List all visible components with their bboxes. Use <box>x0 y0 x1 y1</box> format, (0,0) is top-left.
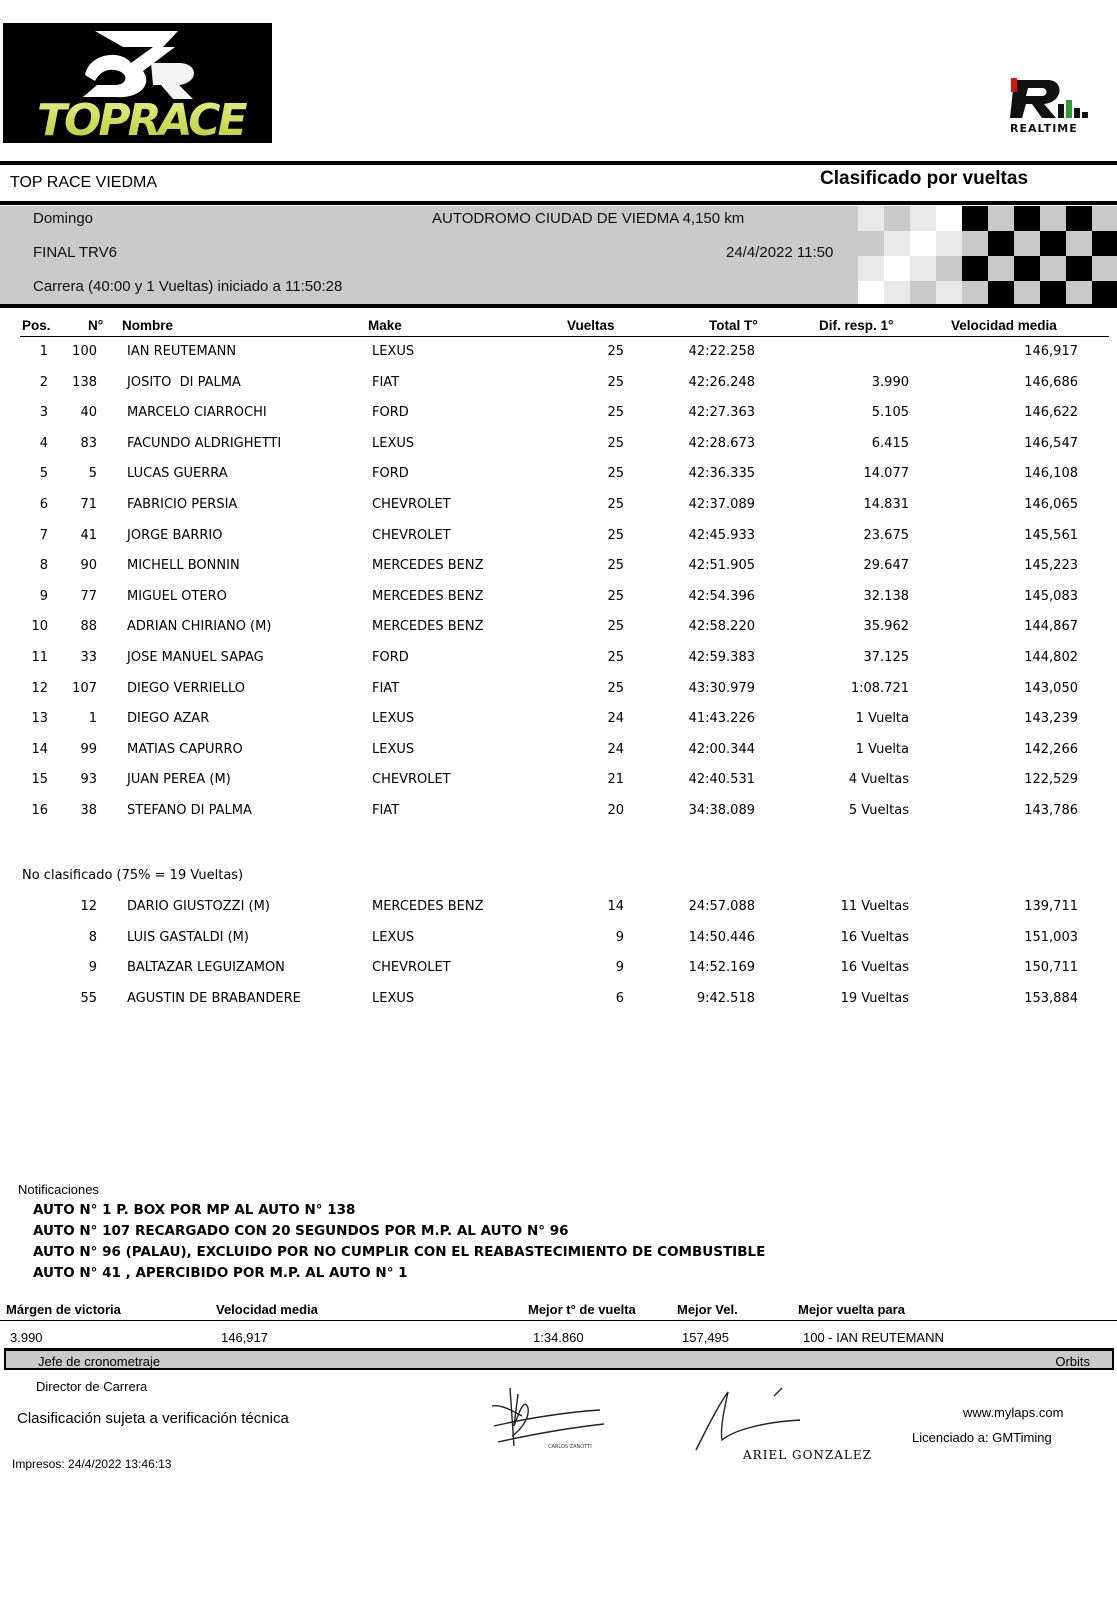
cell-num: 99 <box>80 741 97 757</box>
svg-text:CARLOS ZANOTTI: CARLOS ZANOTTI <box>548 1444 592 1450</box>
cell-total: 43:30.979 <box>688 680 755 696</box>
summary-best-lap-for-value: 100 - IAN REUTEMANN <box>803 1330 944 1345</box>
cell-name: ADRIAN CHIRIANO (M) <box>127 619 272 635</box>
cell-name: DIEGO VERRIELLO <box>127 680 245 696</box>
cell-make: LEXUS <box>372 344 415 359</box>
checker-square <box>910 256 936 281</box>
cell-name: MARCELO CIARROCHI <box>127 405 267 421</box>
table-row <box>0 436 1117 456</box>
cell-pos: 6 <box>39 497 48 512</box>
cell-diff: 29.647 <box>863 558 909 574</box>
cell-laps: 9 <box>615 929 624 945</box>
checker-square <box>988 231 1014 256</box>
checker-square <box>1014 206 1040 231</box>
realtime-logo <box>1008 76 1094 136</box>
cell-pos: 5 <box>39 466 48 482</box>
cell-num: 12 <box>80 899 97 914</box>
cell-make: MERCEDES BENZ <box>372 588 484 604</box>
verification-note: Clasificación sujeta a verificación técnica <box>17 1410 289 1427</box>
notification-item: AUTO N° 1 P. BOX POR MP AL AUTO N° 138 <box>33 1202 356 1218</box>
cell-name: STEFANO DI PALMA <box>127 803 252 818</box>
cell-total: 41:43.226 <box>688 711 755 727</box>
summary-speed-value: 146,917 <box>221 1330 268 1345</box>
cell-make: LEXUS <box>372 711 415 727</box>
cell-diff: 11 Vueltas <box>840 899 909 914</box>
session-datetime: 24/4/2022 11:50 <box>726 244 834 261</box>
cell-laps: 24 <box>607 711 624 727</box>
cell-speed: 145,223 <box>1024 558 1078 574</box>
cell-laps: 25 <box>607 497 624 512</box>
table-header-rule <box>20 336 1109 337</box>
cell-speed: 146,622 <box>1024 405 1078 421</box>
svg-text:TOPRACE: TOPRACE <box>37 95 245 143</box>
cell-speed: 145,083 <box>1024 588 1078 604</box>
checker-square <box>884 281 910 304</box>
cell-num: 9 <box>88 960 97 976</box>
cell-pos: 10 <box>31 619 48 635</box>
cell-make: LEXUS <box>372 990 415 1006</box>
report-title: Clasificado por vueltas <box>820 168 1029 189</box>
cell-make: CHEVROLET <box>372 772 451 788</box>
table-row <box>0 344 1117 364</box>
cell-pos: 11 <box>31 650 48 665</box>
timing-chief-label: Jefe de cronometraje <box>38 1354 161 1369</box>
cell-speed: 153,884 <box>1024 990 1078 1006</box>
cell-pos: 3 <box>39 405 48 421</box>
cell-num: 138 <box>72 374 97 390</box>
cell-num: 40 <box>80 405 97 421</box>
cell-num: 8 <box>88 929 97 945</box>
realtime-logo-icon <box>1008 76 1094 136</box>
cell-diff: 32.138 <box>863 588 909 604</box>
cell-total: 42:28.673 <box>688 435 755 451</box>
table-row <box>0 497 1117 517</box>
col-laps: Vueltas <box>567 318 615 333</box>
cell-num: 71 <box>80 497 97 512</box>
cell-laps: 25 <box>607 588 624 604</box>
cell-diff: 23.675 <box>863 527 909 543</box>
cell-make: LEXUS <box>372 741 415 757</box>
session-day: Domingo <box>33 210 94 227</box>
col-name: Nombre <box>122 318 174 333</box>
cell-name: FABRICIO PERSIA <box>127 497 238 512</box>
not-classified-label: No clasificado (75% = 19 Vueltas) <box>22 868 244 883</box>
cell-speed: 122,529 <box>1024 772 1078 788</box>
table-row <box>0 405 1117 425</box>
top-race-logo <box>3 23 272 143</box>
signature-name: ARIEL GONZALEZ <box>743 1448 872 1462</box>
cell-num: 33 <box>80 650 97 665</box>
cell-num: 107 <box>72 680 97 696</box>
checker-square <box>910 206 936 231</box>
cell-speed: 146,686 <box>1024 374 1078 390</box>
cell-diff: 6.415 <box>871 435 909 451</box>
header-rule-top <box>0 161 1117 165</box>
cell-make: MERCEDES BENZ <box>372 619 484 635</box>
cell-total: 42:54.396 <box>688 588 755 604</box>
cell-speed: 146,917 <box>1024 344 1078 359</box>
checker-square <box>858 206 884 231</box>
notification-item: AUTO N° 96 (PALAU), EXCLUIDO POR NO CUMPLIR CON EL REABASTECIMIENTO DE COMBUSTIBLE <box>33 1244 766 1260</box>
cell-diff: 35.962 <box>863 619 909 635</box>
cell-num: 55 <box>80 990 97 1006</box>
cell-make: CHEVROLET <box>372 527 451 543</box>
cell-make: FIAT <box>372 680 400 696</box>
cell-speed: 146,547 <box>1024 435 1078 451</box>
summary-margin-value: 3.990 <box>10 1330 43 1345</box>
notification-item: AUTO N° 107 RECARGADO CON 20 SEGUNDOS POR M.P. AL AUTO N° 96 <box>33 1223 569 1239</box>
table-row <box>0 742 1117 762</box>
cell-laps: 25 <box>607 650 624 665</box>
cell-name: DIEGO AZAR <box>127 711 210 727</box>
cell-make: FORD <box>372 405 409 421</box>
checker-square <box>1066 256 1092 281</box>
cell-pos: 7 <box>39 527 48 543</box>
cell-pos: 15 <box>31 772 48 788</box>
cell-num: 77 <box>80 588 97 604</box>
cell-make: CHEVROLET <box>372 497 451 512</box>
cell-make: FIAT <box>372 803 400 818</box>
cell-name: JUAN PEREA (M) <box>127 772 231 788</box>
session-name: FINAL TRV6 <box>33 244 117 261</box>
checker-square <box>884 231 910 256</box>
cell-num: 93 <box>80 772 97 788</box>
cell-name: JORGE BARRIO <box>127 527 223 543</box>
checker-square <box>936 206 962 231</box>
cell-total: 42:59.383 <box>688 650 755 665</box>
cell-num: 1 <box>88 711 97 727</box>
table-row <box>0 711 1117 731</box>
table-row <box>0 991 1117 1011</box>
printed-timestamp: Impresos: 24/4/2022 13:46:13 <box>12 1457 172 1471</box>
cell-name: MICHELL BONNIN <box>127 558 240 574</box>
cell-make: LEXUS <box>372 435 415 451</box>
cell-name: AGUSTIN DE BRABANDERE <box>127 990 301 1006</box>
cell-laps: 6 <box>615 990 624 1006</box>
cell-name: JOSITO DI PALMA <box>127 374 241 390</box>
cell-laps: 25 <box>607 527 624 543</box>
checker-square <box>1014 256 1040 281</box>
cell-make: MERCEDES BENZ <box>372 899 484 914</box>
cell-speed: 142,266 <box>1024 741 1078 757</box>
checker-square <box>1040 281 1066 304</box>
cell-num: 100 <box>72 344 97 359</box>
cell-speed: 151,003 <box>1024 929 1078 945</box>
orbits-label: Orbits <box>1055 1354 1090 1369</box>
cell-pos: 4 <box>39 435 48 451</box>
timing-chief-bar <box>4 1348 1114 1370</box>
notifications-title: Notificaciones <box>18 1182 99 1197</box>
checker-square <box>858 256 884 281</box>
cell-make: CHEVROLET <box>372 960 451 976</box>
svg-text:REALTIME: REALTIME <box>1010 122 1078 135</box>
cell-diff: 14.077 <box>863 466 909 482</box>
cell-laps: 20 <box>607 803 624 818</box>
cell-diff: 37.125 <box>863 650 909 665</box>
header-rule-bottom <box>0 304 1117 308</box>
notification-item: AUTO N° 41 , APERCIBIDO POR M.P. AL AUTO N° 1 <box>33 1265 408 1281</box>
cell-pos: 16 <box>31 803 48 818</box>
cell-num: 5 <box>88 466 97 482</box>
cell-diff: 16 Vueltas <box>840 929 909 945</box>
table-row <box>0 589 1117 609</box>
top-race-logo-icon <box>3 23 272 143</box>
col-pos: Pos. <box>22 318 51 333</box>
cell-diff: 14.831 <box>863 497 909 512</box>
table-row <box>0 803 1117 823</box>
checker-square <box>962 206 988 231</box>
circuit-name: AUTODROMO CIUDAD DE VIEDMA 4,150 km <box>432 210 745 227</box>
cell-make: MERCEDES BENZ <box>372 558 484 574</box>
cell-total: 42:40.531 <box>688 772 755 788</box>
summary-margin-label: Márgen de victoria <box>6 1302 121 1317</box>
checker-square <box>858 281 884 304</box>
table-row <box>0 466 1117 486</box>
table-row <box>0 899 1117 919</box>
cell-speed: 143,239 <box>1024 711 1078 727</box>
cell-diff: 1:08.721 <box>850 680 909 696</box>
cell-speed: 144,867 <box>1024 619 1078 635</box>
col-diff: Dif. resp. 1° <box>819 318 894 333</box>
license-label: Licenciado a: GMTiming <box>912 1430 1052 1445</box>
cell-num: 83 <box>80 435 97 451</box>
cell-total: 42:37.089 <box>688 497 755 512</box>
cell-total: 14:52.169 <box>688 960 755 976</box>
checker-square <box>1040 231 1066 256</box>
cell-total: 9:42.518 <box>696 990 755 1006</box>
cell-diff: 4 Vueltas <box>848 772 909 788</box>
cell-laps: 25 <box>607 558 624 574</box>
cell-pos: 2 <box>39 374 48 390</box>
cell-laps: 25 <box>607 619 624 635</box>
checker-square <box>962 256 988 281</box>
summary-best-lap-label: Mejor t° de vuelta <box>528 1302 636 1317</box>
table-row <box>0 930 1117 950</box>
table-row <box>0 619 1117 639</box>
website-link[interactable]: www.mylaps.com <box>963 1405 1064 1420</box>
summary-best-lap-value: 1:34.860 <box>533 1330 584 1345</box>
cell-name: MATIAS CAPURRO <box>127 741 243 757</box>
table-row <box>0 681 1117 701</box>
checker-square <box>884 256 910 281</box>
cell-speed: 146,065 <box>1024 497 1078 512</box>
race-director-label: Director de Carrera <box>36 1379 148 1394</box>
cell-name: FACUNDO ALDRIGHETTI <box>127 435 282 451</box>
cell-pos: 12 <box>31 680 48 696</box>
table-row <box>0 375 1117 395</box>
cell-name: DARIO GIUSTOZZI (M) <box>127 899 270 914</box>
cell-total: 42:27.363 <box>688 405 755 421</box>
cell-speed: 150,711 <box>1024 960 1078 976</box>
signature-timing-chief-icon <box>488 1386 608 1452</box>
cell-name: MIGUEL OTERO <box>127 588 227 604</box>
cell-diff: 5.105 <box>871 405 909 421</box>
cell-make: FIAT <box>372 374 400 390</box>
cell-pos: 9 <box>39 588 48 604</box>
race-info: Carrera (40:00 y 1 Vueltas) iniciado a 11:50:28 <box>33 278 343 295</box>
cell-num: 41 <box>80 527 97 543</box>
cell-name: BALTAZAR LEGUIZAMON <box>127 960 285 976</box>
cell-laps: 21 <box>607 772 624 788</box>
cell-diff: 5 Vueltas <box>848 803 909 818</box>
cell-laps: 25 <box>607 435 624 451</box>
cell-speed: 143,786 <box>1024 803 1078 818</box>
cell-make: FORD <box>372 650 409 665</box>
cell-total: 34:38.089 <box>688 803 755 818</box>
col-make: Make <box>368 318 402 333</box>
cell-total: 42:00.344 <box>688 741 755 757</box>
checker-square <box>1092 231 1117 256</box>
summary-speed-label: Velocidad media <box>216 1302 318 1317</box>
summary-best-lap-for-label: Mejor vuelta para <box>798 1302 905 1317</box>
summary-rule <box>0 1320 1117 1321</box>
cell-pos: 14 <box>31 741 48 757</box>
checker-square <box>936 231 962 256</box>
col-speed: Velocidad media <box>951 318 1057 333</box>
cell-laps: 25 <box>607 374 624 390</box>
table-row <box>0 528 1117 548</box>
checkered-flag-icon <box>858 206 1117 304</box>
col-total: Total T° <box>709 318 758 333</box>
cell-laps: 25 <box>607 405 624 421</box>
table-row <box>0 960 1117 980</box>
cell-pos: 1 <box>39 344 48 359</box>
cell-num: 88 <box>80 619 97 635</box>
cell-speed: 143,050 <box>1024 680 1078 696</box>
cell-pos: 13 <box>31 711 48 727</box>
cell-total: 42:51.905 <box>688 558 755 574</box>
event-title: TOP RACE VIEDMA <box>10 174 157 191</box>
cell-total: 42:58.220 <box>688 619 755 635</box>
cell-total: 42:45.933 <box>688 527 755 543</box>
cell-diff: 3.990 <box>871 374 909 390</box>
cell-laps: 25 <box>607 680 624 696</box>
cell-total: 42:26.248 <box>688 374 755 390</box>
session-info-band <box>0 206 1117 304</box>
cell-diff: 1 Vuelta <box>855 741 909 757</box>
cell-speed: 144,802 <box>1024 650 1078 665</box>
summary-best-speed-value: 157,495 <box>682 1330 729 1345</box>
checker-square <box>936 281 962 304</box>
checker-square <box>988 281 1014 304</box>
cell-laps: 25 <box>607 344 624 359</box>
table-row <box>0 772 1117 792</box>
cell-total: 42:36.335 <box>688 466 755 482</box>
cell-name: JOSE MANUEL SAPAG <box>127 650 264 665</box>
cell-total: 24:57.088 <box>688 899 755 914</box>
checker-square <box>910 231 936 256</box>
cell-diff: 19 Vueltas <box>840 990 909 1006</box>
checker-square <box>1092 281 1117 304</box>
cell-name: LUIS GASTALDI (M) <box>127 929 249 945</box>
cell-make: LEXUS <box>372 929 415 945</box>
summary-best-speed-label: Mejor Vel. <box>677 1302 738 1317</box>
col-num: N° <box>88 318 104 333</box>
cell-num: 90 <box>80 558 97 574</box>
cell-total: 14:50.446 <box>688 929 755 945</box>
cell-total: 42:22.258 <box>688 344 755 359</box>
cell-name: IAN REUTEMANN <box>127 344 237 359</box>
cell-diff: 1 Vuelta <box>855 711 909 727</box>
cell-name: LUCAS GUERRA <box>127 466 228 482</box>
checker-square <box>1066 206 1092 231</box>
cell-laps: 14 <box>607 899 624 914</box>
cell-pos: 8 <box>39 558 48 574</box>
table-row <box>0 558 1117 578</box>
cell-laps: 9 <box>615 960 624 976</box>
table-row <box>0 650 1117 670</box>
cell-laps: 24 <box>607 741 624 757</box>
cell-make: FORD <box>372 466 409 482</box>
header-rule-middle <box>0 201 1117 205</box>
signature-race-director-icon <box>694 1386 804 1452</box>
cell-speed: 145,561 <box>1024 527 1078 543</box>
cell-speed: 146,108 <box>1024 466 1078 482</box>
cell-num: 38 <box>80 803 97 818</box>
cell-speed: 139,711 <box>1024 899 1078 914</box>
cell-diff: 16 Vueltas <box>840 960 909 976</box>
cell-laps: 25 <box>607 466 624 482</box>
